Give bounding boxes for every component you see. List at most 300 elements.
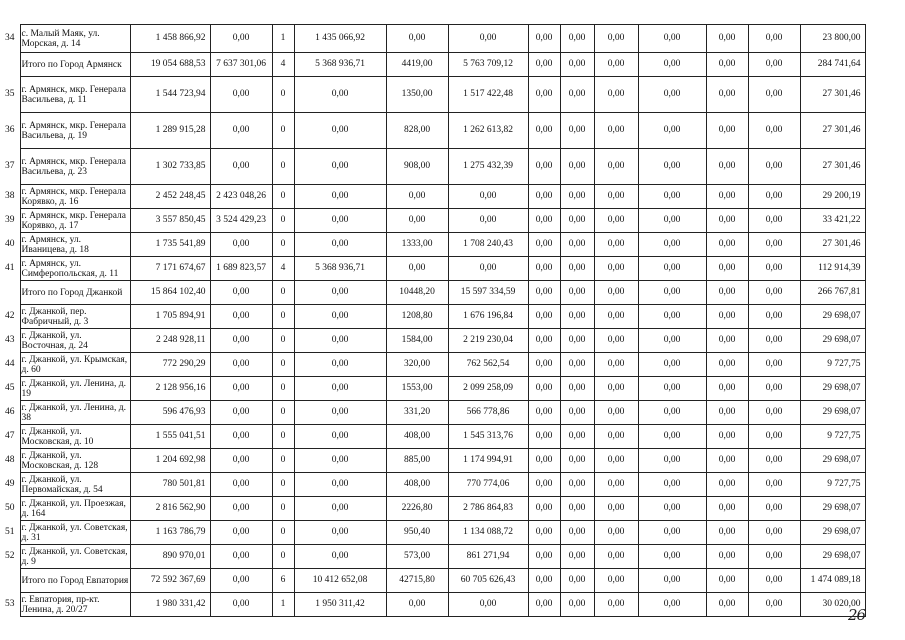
value-cell-5: 0,00: [386, 593, 448, 617]
value-cell-1: 19 054 688,53: [130, 53, 210, 77]
value-cell-2: 0,00: [210, 113, 272, 149]
value-cell-5: 0,00: [386, 25, 448, 53]
value-cell-9: 0,00: [594, 329, 638, 353]
value-cell-12: 0,00: [748, 521, 800, 545]
value-cell-1: 1 458 866,92: [130, 25, 210, 53]
value-cell-10: 0,00: [638, 449, 706, 473]
value-cell-2: 0,00: [210, 329, 272, 353]
value-cell-10: 0,00: [638, 473, 706, 497]
value-cell-4: 1 950 311,42: [294, 593, 386, 617]
value-cell-3: 4: [272, 257, 294, 281]
value-cell-2: 0,00: [210, 25, 272, 53]
value-cell-11: 0,00: [706, 53, 748, 77]
value-cell-5: 408,00: [386, 473, 448, 497]
value-cell-2: 0,00: [210, 569, 272, 593]
value-cell-2: 0,00: [210, 401, 272, 425]
value-cell-6: 1 517 422,48: [448, 77, 528, 113]
value-cell-11: 0,00: [706, 149, 748, 185]
value-cell-8: 0,00: [560, 521, 594, 545]
value-cell-5: 2226,80: [386, 497, 448, 521]
value-cell-7: 0,00: [528, 401, 560, 425]
value-cell-11: 0,00: [706, 77, 748, 113]
value-cell-13: 23 800,00: [800, 25, 865, 53]
row-number: 37: [5, 161, 15, 172]
value-cell-5: 42715,80: [386, 569, 448, 593]
value-cell-13: 29 698,07: [800, 401, 865, 425]
address-cell: г. Джанкой, пер. Фабричный, д. 3: [20, 305, 130, 329]
row-number: 50: [5, 503, 15, 514]
value-cell-3: 0: [272, 353, 294, 377]
register-table-page: [0, 24, 866, 617]
value-cell-1: 1 705 894,91: [130, 305, 210, 329]
table-row: [0, 449, 865, 473]
value-cell-8: 0,00: [560, 377, 594, 401]
value-cell-9: 0,00: [594, 281, 638, 305]
row-number: 43: [5, 335, 15, 346]
value-cell-11: 0,00: [706, 473, 748, 497]
value-cell-3: 1: [272, 25, 294, 53]
row-number: 35: [5, 89, 15, 100]
row-number: 45: [5, 383, 15, 394]
value-cell-7: 0,00: [528, 77, 560, 113]
value-cell-8: 0,00: [560, 473, 594, 497]
value-cell-9: 0,00: [594, 425, 638, 449]
row-number: 46: [5, 407, 15, 418]
value-cell-12: 0,00: [748, 257, 800, 281]
address-cell: г. Джанкой, ул. Ленина, д. 19: [20, 377, 130, 401]
value-cell-4: 0,00: [294, 113, 386, 149]
value-cell-13: 27 301,46: [800, 113, 865, 149]
value-cell-4: 0,00: [294, 305, 386, 329]
value-cell-5: 1208,80: [386, 305, 448, 329]
value-cell-4: 0,00: [294, 77, 386, 113]
value-cell-1: 1 289 915,28: [130, 113, 210, 149]
row-number: [0, 569, 20, 593]
value-cell-5: 408,00: [386, 425, 448, 449]
value-cell-8: 0,00: [560, 329, 594, 353]
address-cell: г. Евпатория, пр-кт. Ленина, д. 20/27: [20, 593, 130, 617]
value-cell-9: 0,00: [594, 377, 638, 401]
value-cell-10: 0,00: [638, 425, 706, 449]
value-cell-9: 0,00: [594, 305, 638, 329]
value-cell-12: 0,00: [748, 353, 800, 377]
value-cell-3: 0: [272, 425, 294, 449]
value-cell-6: 60 705 626,43: [448, 569, 528, 593]
value-cell-13: 27 301,46: [800, 233, 865, 257]
value-cell-1: 890 970,01: [130, 545, 210, 569]
row-number: 40: [5, 239, 15, 250]
value-cell-6: 2 219 230,04: [448, 329, 528, 353]
table-row: [0, 209, 865, 233]
value-cell-9: 0,00: [594, 77, 638, 113]
value-cell-9: 0,00: [594, 497, 638, 521]
value-cell-5: 950,40: [386, 521, 448, 545]
value-cell-4: 0,00: [294, 545, 386, 569]
value-cell-10: 0,00: [638, 305, 706, 329]
value-cell-9: 0,00: [594, 113, 638, 149]
value-cell-9: 0,00: [594, 521, 638, 545]
value-cell-3: 0: [272, 521, 294, 545]
value-cell-4: 5 368 936,71: [294, 53, 386, 77]
value-cell-11: 0,00: [706, 449, 748, 473]
value-cell-3: 0: [272, 281, 294, 305]
address-cell: г. Армянск, мкр. Генерала Васильева, д. 11: [20, 77, 130, 113]
value-cell-10: 0,00: [638, 233, 706, 257]
value-cell-3: 0: [272, 473, 294, 497]
value-cell-11: 0,00: [706, 401, 748, 425]
value-cell-5: 1333,00: [386, 233, 448, 257]
value-cell-1: 1 735 541,89: [130, 233, 210, 257]
value-cell-4: 0,00: [294, 497, 386, 521]
value-cell-8: 0,00: [560, 497, 594, 521]
address-cell: г. Джанкой, ул. Первомайская, д. 54: [20, 473, 130, 497]
value-cell-1: 2 816 562,90: [130, 497, 210, 521]
value-cell-4: 0,00: [294, 401, 386, 425]
table-row: [0, 377, 865, 401]
address-cell: г. Джанкой, ул. Советская, д. 31: [20, 521, 130, 545]
value-cell-1: 596 476,93: [130, 401, 210, 425]
value-cell-8: 0,00: [560, 185, 594, 209]
value-cell-9: 0,00: [594, 185, 638, 209]
value-cell-11: 0,00: [706, 281, 748, 305]
value-cell-12: 0,00: [748, 113, 800, 149]
value-cell-6: 0,00: [448, 257, 528, 281]
value-cell-7: 0,00: [528, 149, 560, 185]
value-cell-1: 72 592 367,69: [130, 569, 210, 593]
table-row: [0, 497, 865, 521]
value-cell-2: 0,00: [210, 77, 272, 113]
value-cell-1: 15 864 102,40: [130, 281, 210, 305]
value-cell-13: 112 914,39: [800, 257, 865, 281]
address-cell: г. Армянск, мкр. Генерала Корявко, д. 16: [20, 185, 130, 209]
value-cell-8: 0,00: [560, 233, 594, 257]
value-cell-12: 0,00: [748, 77, 800, 113]
value-cell-11: 0,00: [706, 497, 748, 521]
value-cell-3: 0: [272, 449, 294, 473]
value-cell-9: 0,00: [594, 209, 638, 233]
value-cell-4: 0,00: [294, 149, 386, 185]
value-cell-13: 9 727,75: [800, 353, 865, 377]
value-cell-13: 29 698,07: [800, 521, 865, 545]
value-cell-4: 0,00: [294, 209, 386, 233]
total-label: Итого по Город Армянск: [20, 53, 130, 77]
value-cell-7: 0,00: [528, 569, 560, 593]
value-cell-13: 27 301,46: [800, 149, 865, 185]
value-cell-11: 0,00: [706, 185, 748, 209]
value-cell-2: 2 423 048,26: [210, 185, 272, 209]
value-cell-5: 0,00: [386, 257, 448, 281]
value-cell-1: 2 128 956,16: [130, 377, 210, 401]
value-cell-1: 1 302 733,85: [130, 149, 210, 185]
value-cell-11: 0,00: [706, 25, 748, 53]
value-cell-1: 3 557 850,45: [130, 209, 210, 233]
value-cell-12: 0,00: [748, 569, 800, 593]
table-row: [0, 233, 865, 257]
value-cell-12: 0,00: [748, 149, 800, 185]
value-cell-7: 0,00: [528, 545, 560, 569]
register-table: [0, 24, 866, 617]
value-cell-5: 1553,00: [386, 377, 448, 401]
value-cell-2: 0,00: [210, 425, 272, 449]
value-cell-5: 908,00: [386, 149, 448, 185]
value-cell-2: 0,00: [210, 521, 272, 545]
value-cell-11: 0,00: [706, 353, 748, 377]
value-cell-10: 0,00: [638, 545, 706, 569]
value-cell-5: 885,00: [386, 449, 448, 473]
row-number: 49: [5, 479, 15, 490]
value-cell-2: 0,00: [210, 353, 272, 377]
value-cell-3: 0: [272, 149, 294, 185]
value-cell-6: 1 262 613,82: [448, 113, 528, 149]
value-cell-9: 0,00: [594, 545, 638, 569]
table-row: [0, 329, 865, 353]
value-cell-1: 1 980 331,42: [130, 593, 210, 617]
value-cell-12: 0,00: [748, 185, 800, 209]
value-cell-2: 0,00: [210, 305, 272, 329]
row-number: 39: [5, 215, 15, 226]
total-row: [0, 569, 865, 593]
address-cell: г. Джанкой, ул. Московская, д. 128: [20, 449, 130, 473]
value-cell-4: 0,00: [294, 353, 386, 377]
value-cell-8: 0,00: [560, 77, 594, 113]
value-cell-11: 0,00: [706, 233, 748, 257]
value-cell-12: 0,00: [748, 593, 800, 617]
value-cell-1: 1 163 786,79: [130, 521, 210, 545]
value-cell-6: 0,00: [448, 593, 528, 617]
value-cell-13: 29 698,07: [800, 329, 865, 353]
value-cell-5: 331,20: [386, 401, 448, 425]
value-cell-2: 0,00: [210, 281, 272, 305]
row-number: 36: [5, 125, 15, 136]
value-cell-11: 0,00: [706, 257, 748, 281]
value-cell-12: 0,00: [748, 545, 800, 569]
value-cell-7: 0,00: [528, 257, 560, 281]
value-cell-11: 0,00: [706, 545, 748, 569]
table-row: [0, 257, 865, 281]
value-cell-13: 27 301,46: [800, 77, 865, 113]
value-cell-7: 0,00: [528, 113, 560, 149]
value-cell-5: 828,00: [386, 113, 448, 149]
value-cell-3: 0: [272, 77, 294, 113]
value-cell-7: 0,00: [528, 209, 560, 233]
value-cell-2: 0,00: [210, 449, 272, 473]
value-cell-1: 1 555 041,51: [130, 425, 210, 449]
value-cell-9: 0,00: [594, 53, 638, 77]
value-cell-12: 0,00: [748, 425, 800, 449]
value-cell-4: 0,00: [294, 233, 386, 257]
value-cell-7: 0,00: [528, 449, 560, 473]
value-cell-3: 0: [272, 209, 294, 233]
table-row: [0, 113, 865, 149]
value-cell-11: 0,00: [706, 425, 748, 449]
value-cell-5: 0,00: [386, 185, 448, 209]
value-cell-6: 770 774,06: [448, 473, 528, 497]
value-cell-2: 0,00: [210, 545, 272, 569]
value-cell-4: 5 368 936,71: [294, 257, 386, 281]
value-cell-6: 861 271,94: [448, 545, 528, 569]
row-number: 51: [5, 527, 15, 538]
table-row: [0, 185, 865, 209]
value-cell-6: 762 562,54: [448, 353, 528, 377]
value-cell-10: 0,00: [638, 185, 706, 209]
value-cell-11: 0,00: [706, 305, 748, 329]
value-cell-11: 0,00: [706, 521, 748, 545]
value-cell-2: 0,00: [210, 377, 272, 401]
value-cell-12: 0,00: [748, 449, 800, 473]
value-cell-4: 1 435 066,92: [294, 25, 386, 53]
table-row: [0, 401, 865, 425]
address-cell: г. Джанкой, ул. Крымская, д. 60: [20, 353, 130, 377]
value-cell-3: 0: [272, 329, 294, 353]
value-cell-1: 772 290,29: [130, 353, 210, 377]
value-cell-5: 1584,00: [386, 329, 448, 353]
value-cell-6: 1 676 196,84: [448, 305, 528, 329]
value-cell-5: 1350,00: [386, 77, 448, 113]
value-cell-12: 0,00: [748, 53, 800, 77]
row-number: 41: [5, 263, 15, 274]
value-cell-13: 29 200,19: [800, 185, 865, 209]
value-cell-8: 0,00: [560, 449, 594, 473]
value-cell-3: 1: [272, 593, 294, 617]
address-cell: г. Джанкой, ул. Восточная, д. 24: [20, 329, 130, 353]
address-cell: г. Армянск, мкр. Генерала Васильева, д. 23: [20, 149, 130, 185]
value-cell-10: 0,00: [638, 281, 706, 305]
value-cell-1: 1 204 692,98: [130, 449, 210, 473]
value-cell-7: 0,00: [528, 473, 560, 497]
table-row: [0, 545, 865, 569]
row-number: 47: [5, 431, 15, 442]
value-cell-1: 1 544 723,94: [130, 77, 210, 113]
value-cell-13: 9 727,75: [800, 425, 865, 449]
value-cell-10: 0,00: [638, 113, 706, 149]
value-cell-9: 0,00: [594, 473, 638, 497]
value-cell-6: 5 763 709,12: [448, 53, 528, 77]
value-cell-7: 0,00: [528, 353, 560, 377]
value-cell-10: 0,00: [638, 53, 706, 77]
value-cell-7: 0,00: [528, 305, 560, 329]
value-cell-13: 266 767,81: [800, 281, 865, 305]
value-cell-5: 10448,20: [386, 281, 448, 305]
table-row: [0, 25, 865, 53]
value-cell-1: 780 501,81: [130, 473, 210, 497]
address-cell: г. Джанкой, ул. Советская, д. 9: [20, 545, 130, 569]
value-cell-5: 0,00: [386, 209, 448, 233]
value-cell-1: 2 248 928,11: [130, 329, 210, 353]
address-cell: г. Джанкой, ул. Московская, д. 10: [20, 425, 130, 449]
table-row: [0, 473, 865, 497]
value-cell-1: 2 452 248,45: [130, 185, 210, 209]
table-row: [0, 305, 865, 329]
value-cell-10: 0,00: [638, 497, 706, 521]
row-number: [0, 281, 20, 305]
row-number: 52: [5, 551, 15, 562]
value-cell-4: 0,00: [294, 377, 386, 401]
value-cell-13: 1 474 089,18: [800, 569, 865, 593]
value-cell-12: 0,00: [748, 25, 800, 53]
value-cell-6: 1 545 313,76: [448, 425, 528, 449]
value-cell-2: 0,00: [210, 233, 272, 257]
value-cell-5: 320,00: [386, 353, 448, 377]
row-number: 48: [5, 455, 15, 466]
address-cell: с. Малый Маяк, ул. Морская, д. 14: [20, 25, 130, 53]
value-cell-7: 0,00: [528, 377, 560, 401]
value-cell-10: 0,00: [638, 329, 706, 353]
value-cell-7: 0,00: [528, 521, 560, 545]
value-cell-6: 0,00: [448, 209, 528, 233]
address-cell: г. Армянск, ул. Симферопольская, д. 11: [20, 257, 130, 281]
value-cell-13: 9 727,75: [800, 473, 865, 497]
value-cell-3: 0: [272, 185, 294, 209]
value-cell-10: 0,00: [638, 593, 706, 617]
row-number: 53: [5, 599, 15, 610]
row-number: 38: [5, 191, 15, 202]
value-cell-4: 0,00: [294, 281, 386, 305]
value-cell-4: 0,00: [294, 449, 386, 473]
value-cell-6: 2 099 258,09: [448, 377, 528, 401]
value-cell-3: 0: [272, 377, 294, 401]
table-row: [0, 425, 865, 449]
value-cell-11: 0,00: [706, 113, 748, 149]
value-cell-12: 0,00: [748, 281, 800, 305]
value-cell-2: 0,00: [210, 149, 272, 185]
value-cell-6: 0,00: [448, 185, 528, 209]
value-cell-12: 0,00: [748, 233, 800, 257]
value-cell-6: 0,00: [448, 25, 528, 53]
value-cell-4: 10 412 652,08: [294, 569, 386, 593]
value-cell-9: 0,00: [594, 353, 638, 377]
value-cell-10: 0,00: [638, 257, 706, 281]
value-cell-8: 0,00: [560, 593, 594, 617]
value-cell-7: 0,00: [528, 53, 560, 77]
address-cell: г. Армянск, мкр. Генерала Корявко, д. 17: [20, 209, 130, 233]
value-cell-13: 29 698,07: [800, 377, 865, 401]
table-row: [0, 521, 865, 545]
total-label: Итого по Город Евпатория: [20, 569, 130, 593]
value-cell-13: 29 698,07: [800, 497, 865, 521]
value-cell-11: 0,00: [706, 329, 748, 353]
value-cell-3: 0: [272, 497, 294, 521]
total-row: [0, 53, 865, 77]
address-cell: г. Джанкой, ул. Ленина, д. 38: [20, 401, 130, 425]
value-cell-4: 0,00: [294, 185, 386, 209]
address-cell: г. Армянск, мкр. Генерала Васильева, д. 19: [20, 113, 130, 149]
value-cell-2: 7 637 301,06: [210, 53, 272, 77]
value-cell-8: 0,00: [560, 257, 594, 281]
table-row: [0, 593, 865, 617]
value-cell-3: 0: [272, 545, 294, 569]
address-cell: г. Армянск, ул. Иваницева, д. 18: [20, 233, 130, 257]
value-cell-6: 1 134 088,72: [448, 521, 528, 545]
value-cell-2: 0,00: [210, 497, 272, 521]
value-cell-7: 0,00: [528, 497, 560, 521]
value-cell-10: 0,00: [638, 25, 706, 53]
value-cell-1: 7 171 674,67: [130, 257, 210, 281]
value-cell-12: 0,00: [748, 305, 800, 329]
row-number: 44: [5, 359, 15, 370]
value-cell-12: 0,00: [748, 209, 800, 233]
value-cell-2: 3 524 429,23: [210, 209, 272, 233]
value-cell-13: 29 698,07: [800, 449, 865, 473]
value-cell-6: 1 708 240,43: [448, 233, 528, 257]
value-cell-7: 0,00: [528, 593, 560, 617]
value-cell-13: 30 020,00: [800, 593, 865, 617]
value-cell-4: 0,00: [294, 329, 386, 353]
page-number-handwritten: 26: [848, 606, 866, 624]
value-cell-12: 0,00: [748, 401, 800, 425]
table-row: [0, 353, 865, 377]
value-cell-10: 0,00: [638, 77, 706, 113]
value-cell-9: 0,00: [594, 569, 638, 593]
